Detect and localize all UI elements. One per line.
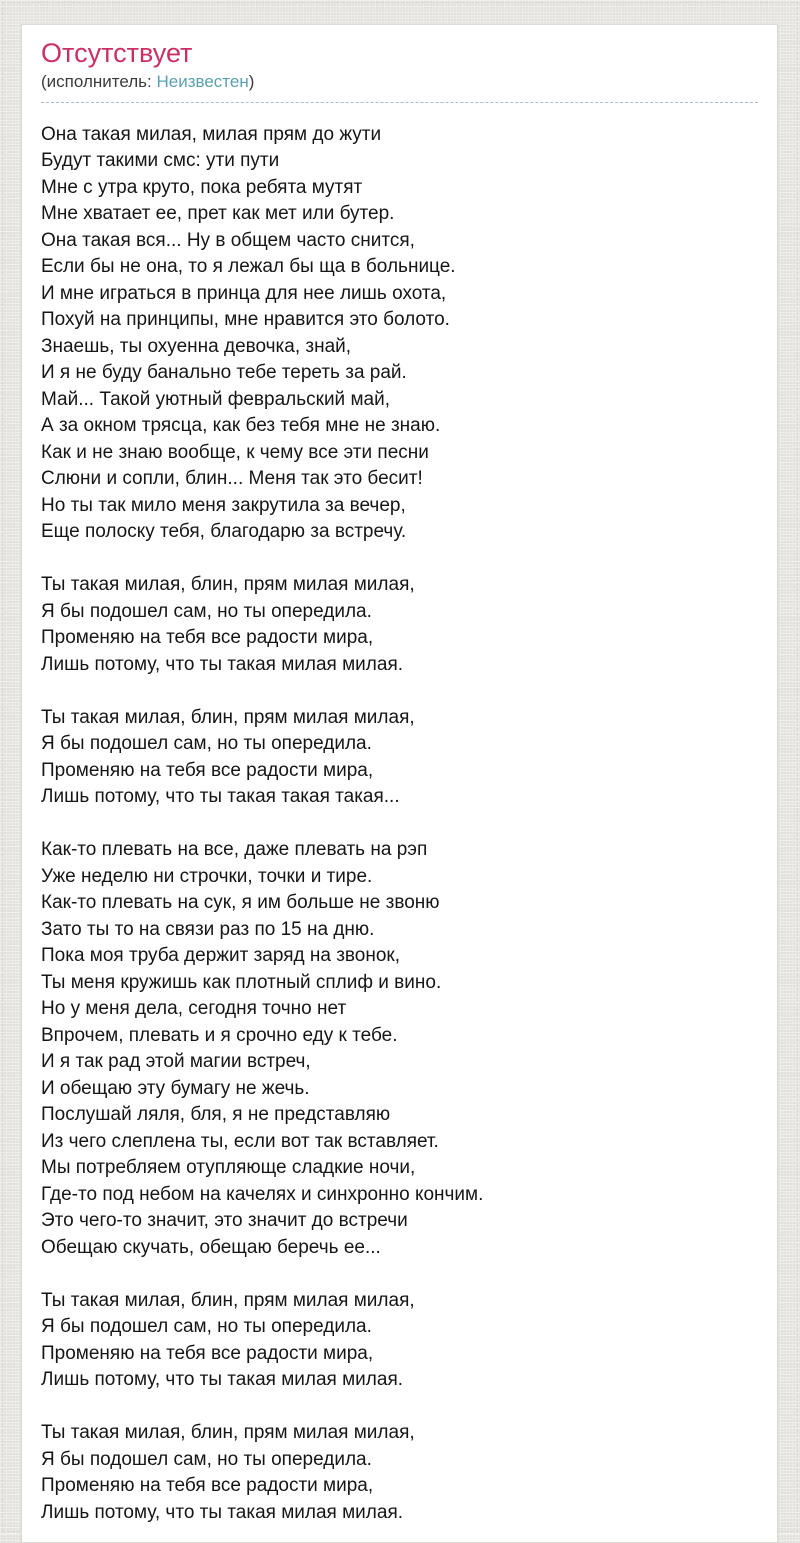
artist-label-suffix: ) <box>248 72 255 92</box>
lyrics-card <box>21 24 778 1543</box>
lyric-line: Она такая милая, милая прям до жути <box>41 123 382 145</box>
lyric-line: И я не буду банально тебе тереть за рай. <box>41 362 407 384</box>
lyric-line: Послушай ляля, бля, я не представляю <box>41 1104 391 1126</box>
lyric-line: Знаешь, ты охуенна девочка, знай, <box>41 335 352 357</box>
artist-label-prefix: (исполнитель: <box>41 72 157 92</box>
lyric-line: Как-то плевать на сук, я им больше не звоню <box>41 892 440 914</box>
song-title: Отсутствует <box>41 38 193 68</box>
lyric-line: Я бы подошел сам, но ты опередила. <box>41 600 372 622</box>
lyric-line: Променяю на тебя все радости мира, <box>41 1475 374 1497</box>
lyric-line: Как-то плевать на все, даже плевать на рэп <box>41 839 428 861</box>
stanza <box>41 837 758 1261</box>
lyric-line: Ты меня кружишь как плотный сплиф и вино. <box>41 971 442 993</box>
stanza <box>41 1420 758 1526</box>
lyric-line: Если бы не она, то я лежал бы ща в больнице. <box>41 256 456 278</box>
lyric-line: Я бы подошел сам, но ты опередила. <box>41 1448 372 1470</box>
lyric-line: Я бы подошел сам, но ты опередила. <box>41 733 372 755</box>
lyric-line: Ты такая милая, блин, прям милая милая, <box>41 1422 415 1444</box>
stanza <box>41 572 758 678</box>
lyric-line: Май... Такой уютный февральский май, <box>41 388 390 410</box>
lyric-line: Слюни и сопли, блин... Меня так это бесит! <box>41 468 423 490</box>
lyric-line: Впрочем, плевать и я срочно еду к тебе. <box>41 1024 398 1046</box>
lyric-line: Будут такими смс: ути пути <box>41 150 280 172</box>
lyric-line: Уже неделю ни строчки, точки и тире. <box>41 865 373 887</box>
lyric-line: А за окном трясца, как без тебя мне не знаю. <box>41 415 441 437</box>
lyric-line: Лишь потому, что ты такая милая милая. <box>41 1501 404 1523</box>
lyric-line: Как и не знаю вообще, к чему все эти песни <box>41 441 429 463</box>
lyric-line: Мне хватает ее, прет как мет или бутер. <box>41 203 395 225</box>
lyric-line: Мы потребляем отупляюще сладкие ночи, <box>41 1157 416 1179</box>
stanza <box>41 705 758 811</box>
artist-link[interactable]: Неизвестен <box>156 72 249 92</box>
artist-subtitle <box>41 69 758 102</box>
lyric-line: И обещаю эту бумагу не жечь. <box>41 1077 310 1099</box>
lyric-line: Я бы подошел сам, но ты опередила. <box>41 1316 372 1338</box>
lyric-line: Променяю на тебя все радости мира, <box>41 1342 374 1364</box>
lyrics <box>41 122 758 1527</box>
lyric-line: Это чего-то значит, это значит до встречи <box>41 1210 408 1232</box>
lyric-line: Ты такая милая, блин, прям милая милая, <box>41 1289 415 1311</box>
lyric-line: Лишь потому, что ты такая милая милая. <box>41 653 404 675</box>
lyric-line: Но ты так мило меня закрутила за вечер, <box>41 494 406 516</box>
lyric-line: Она такая вся... Ну в общем часто снится, <box>41 229 415 251</box>
lyric-line: Зато ты то на связи раз по 15 на дню. <box>41 918 375 940</box>
lyric-line: Лишь потому, что ты такая милая милая. <box>41 1369 404 1391</box>
lyric-line: Лишь потому, что ты такая такая такая... <box>41 786 400 808</box>
lyric-line: Но у меня дела, сегодня точно нет <box>41 998 347 1020</box>
lyric-line: Пока моя труба держит заряд на звонок, <box>41 945 401 967</box>
lyric-line: Променяю на тебя все радости мира, <box>41 627 374 649</box>
lyric-line: Ты такая милая, блин, прям милая милая, <box>41 574 415 596</box>
lyric-line: Где-то под небом на качелях и синхронно кончим. <box>41 1183 484 1205</box>
lyric-line: И мне играться в принца для нее лишь охота, <box>41 282 447 304</box>
lyric-line: И я так рад этой магии встреч, <box>41 1051 311 1073</box>
lyric-line: Ты такая милая, блин, прям милая милая, <box>41 706 415 728</box>
lyric-line: Из чего слеплена ты, если вот так вставляет. <box>41 1130 439 1152</box>
stanza <box>41 122 758 546</box>
stanza <box>41 1288 758 1394</box>
lyric-line: Обещаю скучать, обещаю беречь ее... <box>41 1236 381 1258</box>
lyric-line: Мне с утра круто, пока ребята мутят <box>41 176 363 198</box>
lyric-line: Еще полоску тебя, благодарю за встречу. <box>41 521 407 543</box>
lyric-line: Променяю на тебя все радости мира, <box>41 759 374 781</box>
lyric-line: Похуй на принципы, мне нравится это болото. <box>41 309 450 331</box>
